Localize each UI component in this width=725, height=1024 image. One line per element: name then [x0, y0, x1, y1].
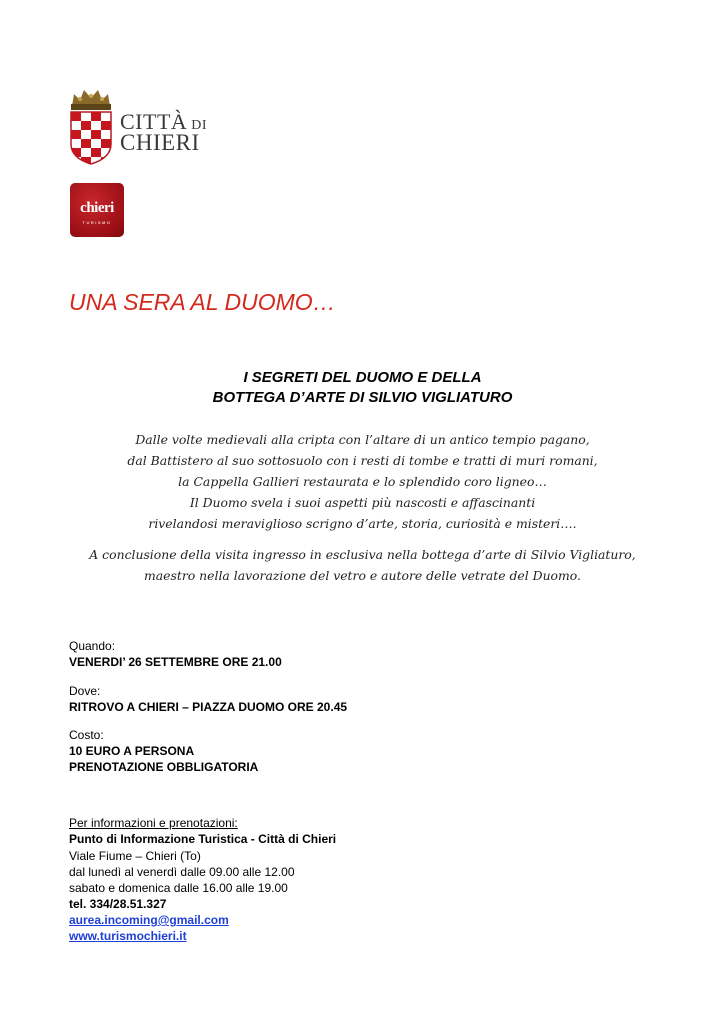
description-line: rivelandosi meraviglioso scrigno d’arte, storia, curiosità e misteri…. [148, 516, 577, 531]
conclusion-paragraph [0, 544, 725, 586]
description-line: Dalle volte medievali alla cripta con l’altare di un antico tempio pagano, [135, 432, 590, 447]
description-line: Il Duomo svela i suoi aspetti più nascosti e affascinanti [189, 495, 536, 510]
page-title: UNA SERA AL DUOMO… [69, 289, 336, 315]
website-link[interactable]: www.turismochieri.it [69, 929, 187, 943]
contact-heading: Per informazioni e prenotazioni: [69, 816, 238, 830]
email-link[interactable]: aurea.incoming@gmail.com [69, 913, 229, 927]
cost-value: 10 EURO A PERSONA [69, 744, 195, 758]
chieri-tourism-logo [70, 183, 124, 237]
description-line: la Cappella Gallieri restaurata e lo splendido coro ligneo… [178, 474, 547, 489]
when-value: VENERDI’ 26 SETTEMBRE ORE 21.00 [69, 655, 282, 669]
conclusion-line: A conclusione della visita ingresso in esclusiva nella bottega d’arte di Silvio Vigliaturo, [89, 547, 636, 562]
description-paragraph [0, 429, 725, 534]
where-label: Dove: [69, 684, 101, 698]
booking-note: PRENOTAZIONE OBBLIGATORIA [69, 760, 259, 774]
contact-hours-weekend: sabato e domenica dalle 16.00 alle 19.00 [69, 881, 288, 895]
contact-hours-weekdays: dal lunedì al venerdì dalle 09.00 alle 12.00 [69, 865, 295, 879]
contact-address: Viale Fiume – Chieri (To) [69, 849, 201, 863]
cost-label: Costo: [69, 728, 104, 742]
description-line: dal Battistero al suo sottosuolo con i resti di tombe e tratti di muri romani, [127, 453, 598, 468]
subtitle-line2: BOTTEGA D’ARTE DI SILVIO VIGLIATURO [212, 389, 513, 406]
where-value: RITROVO A CHIERI – PIAZZA DUOMO ORE 20.45 [69, 700, 348, 714]
subtitle-line1: I SEGRETI DEL DUOMO E DELLA [243, 369, 482, 386]
city-name-line2: CHIERI [120, 130, 200, 155]
coat-of-arms-icon [68, 86, 114, 166]
tourism-logo-subtext: TURISMO [82, 220, 112, 225]
city-name-line1: CITTÀ DI [120, 109, 208, 134]
conclusion-line: maestro nella lavorazione del vetro e autore delle vetrate del Duomo. [144, 568, 581, 583]
tourism-logo-word: chieri [80, 200, 114, 216]
contact-office: Punto di Informazione Turistica - Città di Chieri [69, 832, 337, 846]
when-label: Quando: [69, 639, 116, 653]
contact-phone: tel. 334/28.51.327 [69, 897, 167, 911]
